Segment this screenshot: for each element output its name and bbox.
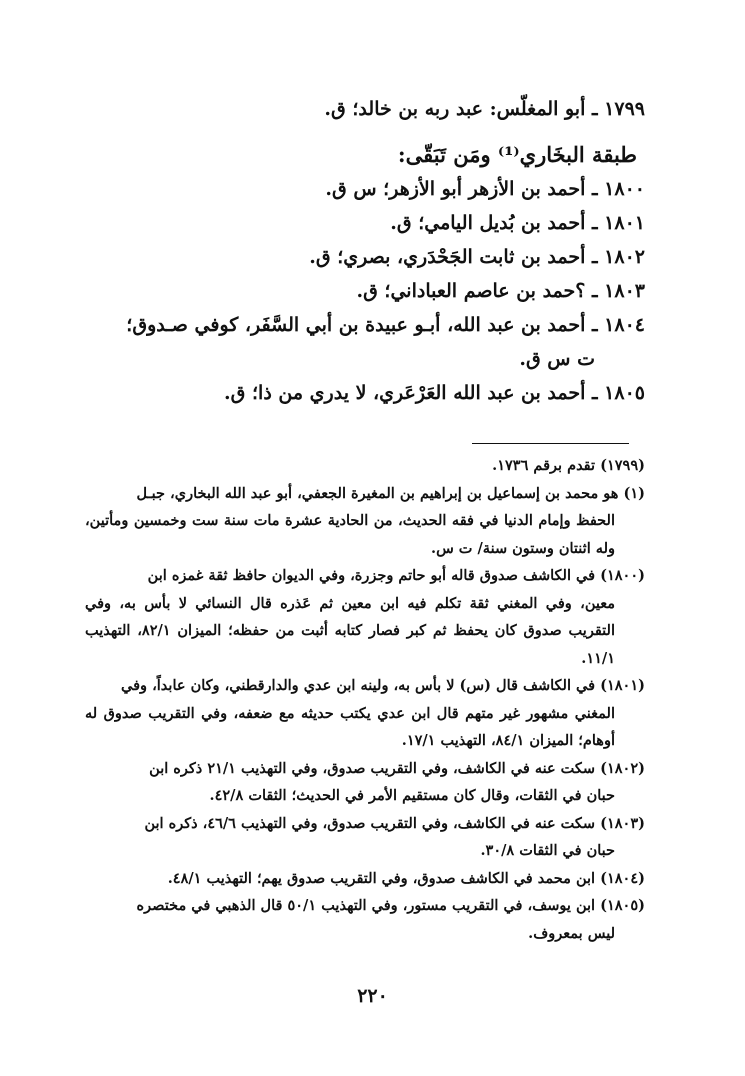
footnote-1-first-line: (١) هو محمد بن إسماعيل بن إبراهيم بن المغيرة الجعفي، أبو عبد الله البخاري، جبـل <box>136 484 645 502</box>
footnote-1800 <box>85 562 645 672</box>
section-heading: طبقة البخَاري⁽¹⁾ ومَن تَبَقّى: <box>397 142 637 167</box>
entry-1800: ١٨٠٠ ـ أحمد بن الأزهر أبو الأزهر؛ س ق. <box>325 178 645 200</box>
footnote-1801-first-line: (١٨٠١) في الكاشف قال (س) لا بأس به، ولينه ابن عدي والدارقطني، وكان عابداً، وفي <box>121 677 645 694</box>
footnote-1 <box>85 480 645 563</box>
main-text <box>60 92 645 410</box>
footnote-1803-body: حبان في الثقات ٣٠/٨. <box>480 842 615 859</box>
entry-1803: ١٨٠٣ ـ ؟حمد بن عاصم العباداني؛ ق. <box>356 280 645 302</box>
footnote-1802-first-line: (١٨٠٢) سكت عنه في الكاشف، وفي التقريب صدوق، وفي التهذيب ٢١/١ ذكره ابن <box>149 759 645 777</box>
entry-1805: ١٨٠٥ ـ أحمد بن عبد الله العَرْعَري، لا يدري من ذا؛ ق. <box>224 382 645 404</box>
entry-1804-line2: ت س ق. <box>519 348 595 370</box>
footnote-1803-first-line: (١٨٠٣) سكت عنه في الكاشف، وفي التقريب صدوق، وفي التهذيب ٤٦/٦، ذكره ابن <box>144 814 645 832</box>
footnote-divider <box>472 443 629 444</box>
footnote-1-body: الحفظ وإمام الدنيا في فقه الحديث، من الحادية عشرة مات سنة ست وخمسين ومأتين، وله اثنتان وستون سنة/ ت س. <box>85 512 615 557</box>
footnote-1803 <box>85 810 645 865</box>
entry-1801: ١٨٠١ ـ أحمد بن بُديل اليامي؛ ق. <box>390 212 645 234</box>
entry-1802: ١٨٠٢ ـ أحمد بن ثابت الجَحْدَري، بصري؛ ق. <box>309 246 645 268</box>
entry-1804 <box>60 308 645 342</box>
footnote-1805-first-line: (١٨٠٥) ابن يوسف، في التقريب مستور، وفي التهذيب ٥٠/١ قال الذهبي في مختصره <box>136 897 645 914</box>
entry-1804-line1: ١٨٠٤ ـ أحمد بن عبد الله، أبـو عبيدة بن أبي السَّفَر، كوفي صـدوق؛ <box>126 314 645 336</box>
footnote-1805-body: ليس بمعروف. <box>528 924 615 942</box>
footnotes <box>85 452 645 947</box>
footnote-1802 <box>85 755 645 810</box>
footnote-1805 <box>85 892 645 947</box>
footnote-1800-first-line: (١٨٠٠) في الكاشف صدوق قاله أبو حاتم وجزرة، وفي الديوان حافظ ثقة غمزه ابن <box>147 567 645 584</box>
entry-1799: ١٧٩٩ ـ أبو المغلّس: عبد ربه بن خالد؛ ق. <box>324 98 645 120</box>
footnote-1801-body: المغني مشهور غير متهم قال ابن عدي يكتب حديثه مع ضعفه، وفي التقريب صدوق له أوهام؛ الميزان ٨٤/١، التهذيب ١٧/١. <box>85 704 615 749</box>
entry-1804-continued <box>60 342 645 376</box>
footnote-1799: (١٧٩٩) تقدم برقم ١٧٣٦. <box>492 457 645 474</box>
footnote-1804: (١٨٠٤) ابن محمد في الكاشف صدوق، وفي التقريب صدوق يهم؛ التهذيب ٤٨/١. <box>167 869 645 887</box>
footnote-1800-body: معين، وفي المغني ثقة تكلم فيه ابن معين ثم عَذره قال النسائي لا بأس به، وفي التقريب صدوق كان يحفظ ثم كبر فصار كتابه أثبت من حفظه؛ الميزان ٨٢/١، التهذيب ١١/١. <box>85 594 615 667</box>
footnote-1801 <box>85 672 645 755</box>
page-number: ٢٢٠ <box>357 985 388 1007</box>
footnote-1802-body: حبان في الثقات، وقال كان مستقيم الأمر في الحديث؛ الثقات ٤٢/٨. <box>209 787 615 804</box>
